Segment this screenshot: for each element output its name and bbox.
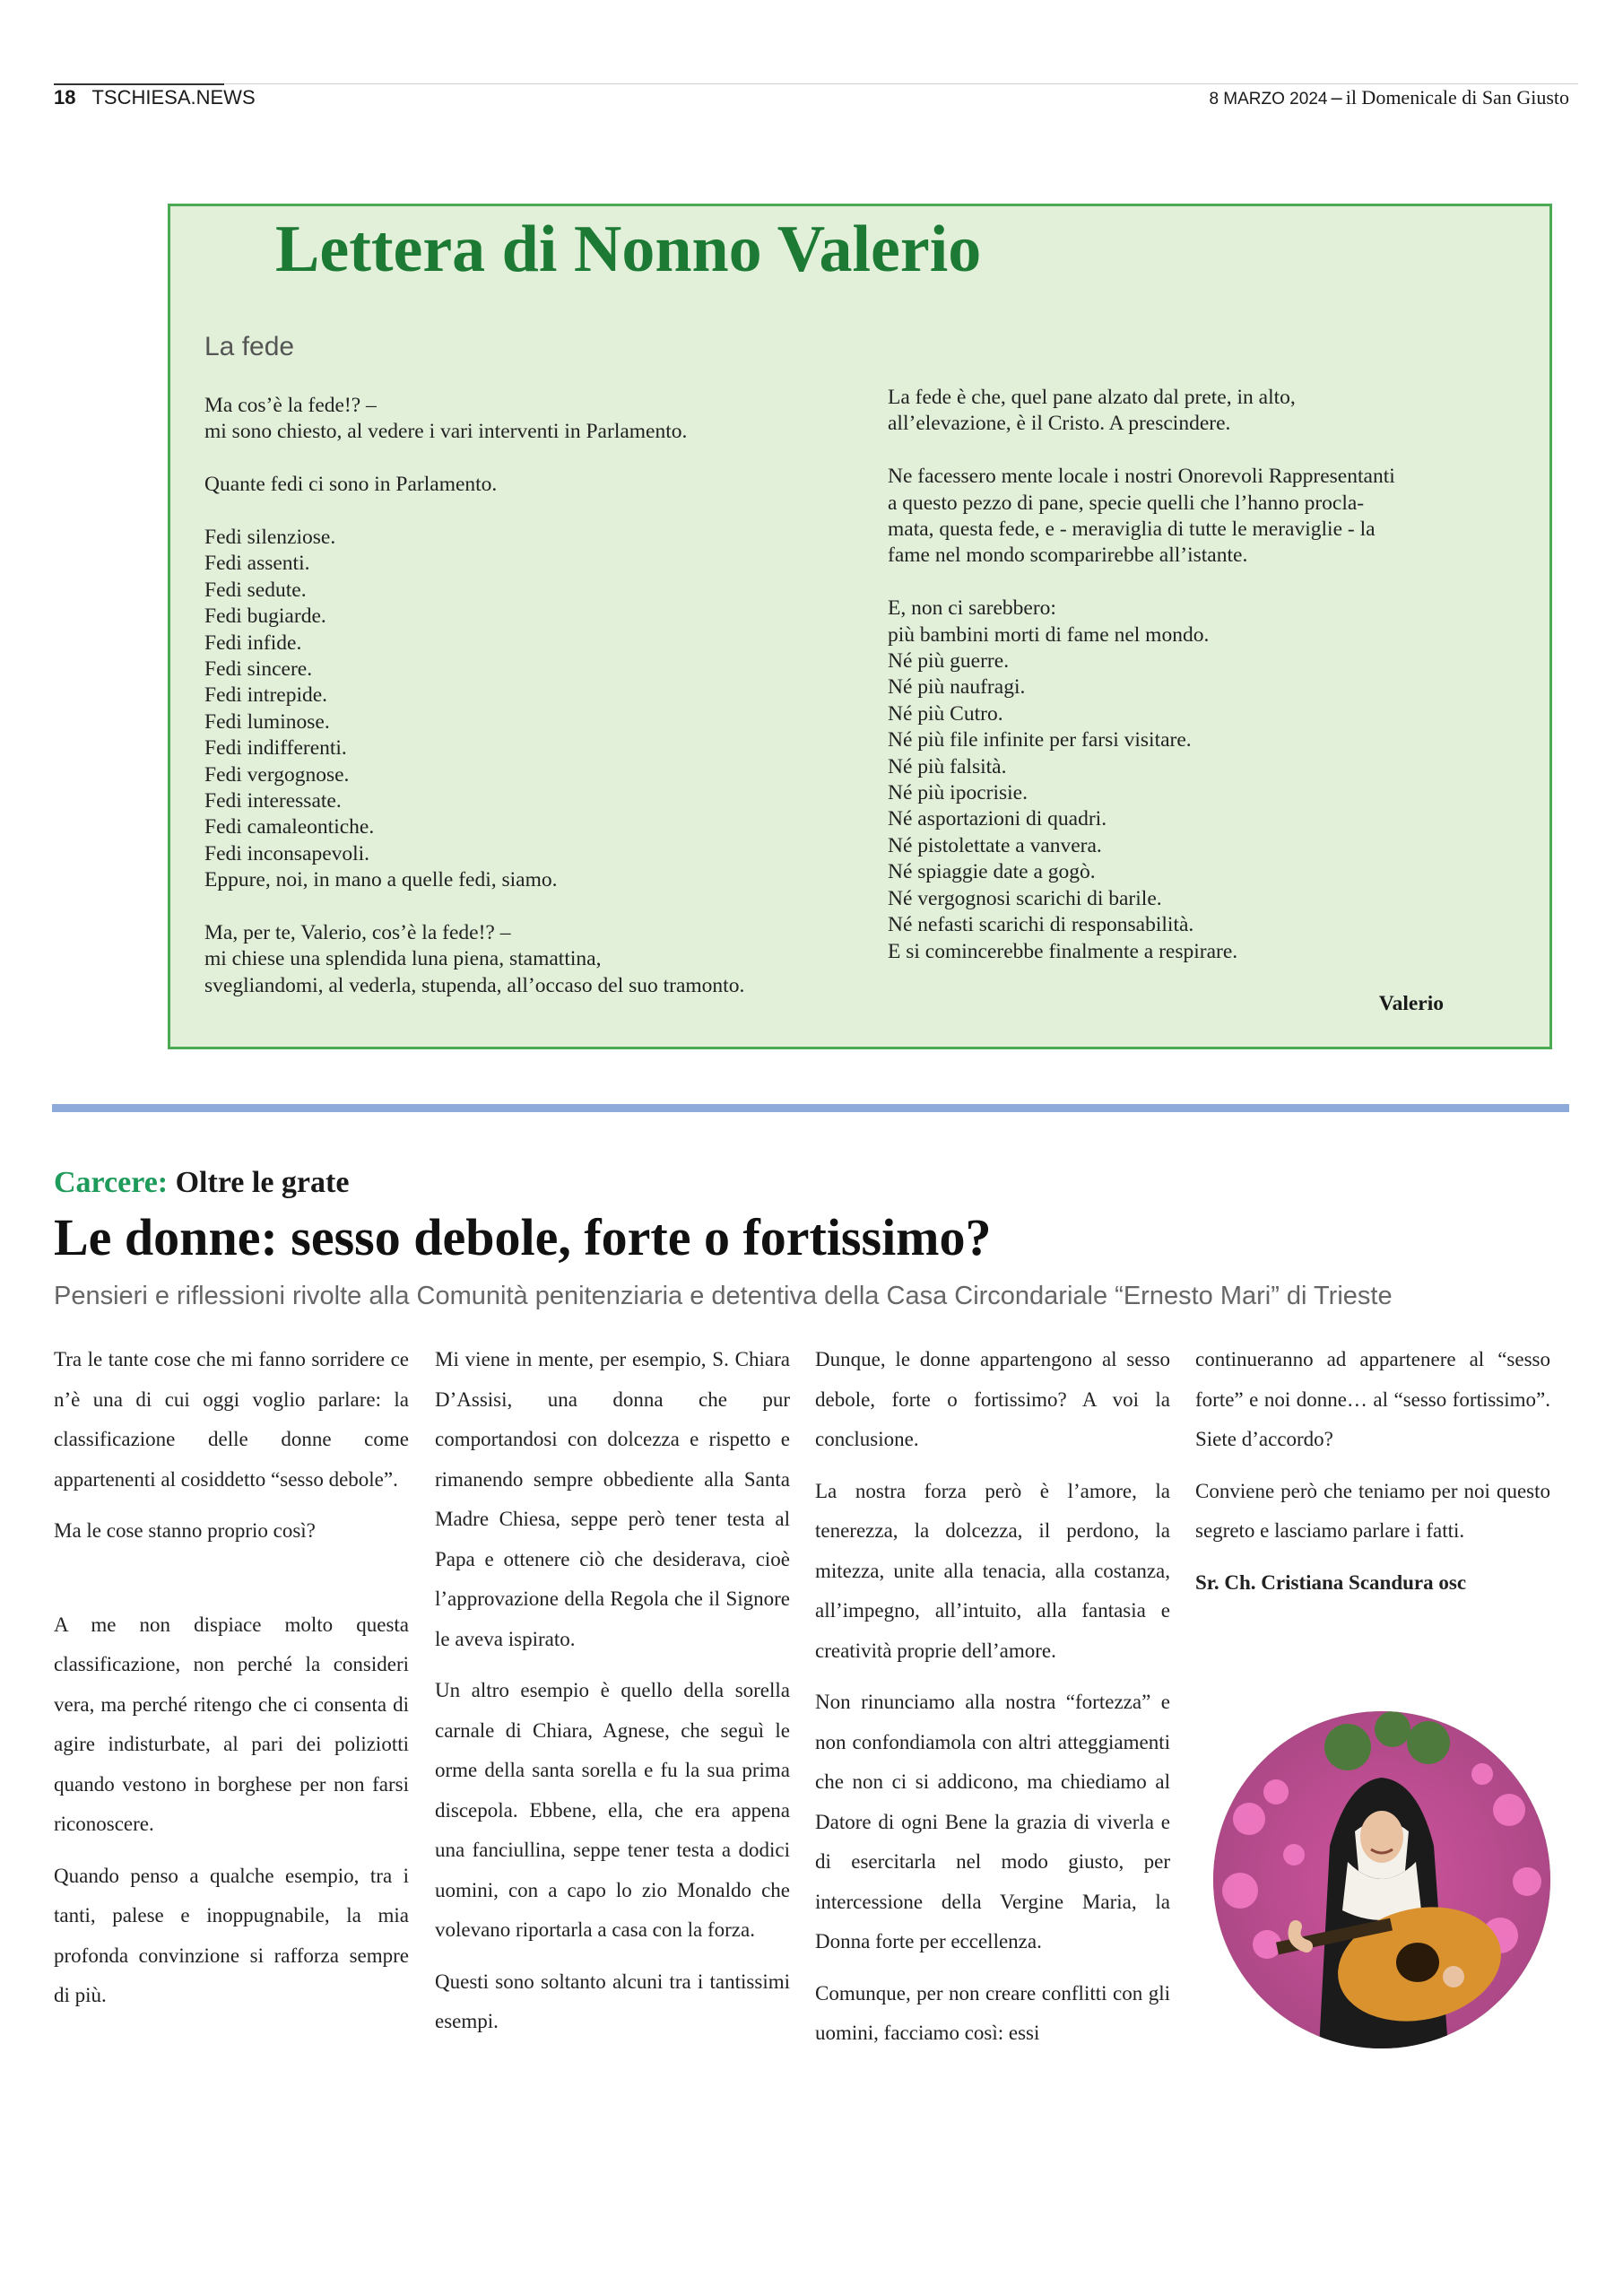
letter-line: Fedi inconsapevoli. — [204, 841, 370, 865]
letter-line: più bambini morti di fame nel mondo. — [888, 622, 1210, 647]
letter-line: E si comincerebbe finalmente a respirare. — [888, 939, 1238, 963]
letter-line: Fedi silenziose. — [204, 526, 336, 549]
page-header-right — [1209, 86, 1569, 109]
letter-line: Fedi luminose. — [204, 709, 330, 734]
letter-line: mi chiese una splendida luna piena, stamattina, — [204, 947, 602, 971]
article-paragraph: A me non dispiace molto questa classificazione, non perché la consideri vera, ma perché ritengo che ci consenta di agire indisturbate, al pari dei poliziotti quando vestono in borghese per non farsi riconoscere. — [54, 1613, 409, 1835]
article-paragraph: Un altro esempio è quello della sorella carnale di Chiara, Agnese, che seguì le orme della santa sorella e fu la sua prima discepola. Ebbene, ella, che era appena una fanciullina, seppe tener testa a dodici uomini, con a capo lo zio Monaldo che volevano riportarla a casa con la forza. — [435, 1679, 790, 1941]
letter-signature: Valerio — [1378, 992, 1444, 1015]
letter-column-left — [204, 393, 859, 999]
letter-box — [168, 204, 1552, 1049]
letter-line: Fedi bugiarde. — [204, 604, 326, 629]
article-paragraph: Ma le cose stanno proprio così? — [54, 1519, 316, 1542]
article-kicker — [54, 1166, 349, 1200]
header-rule — [54, 83, 1578, 84]
letter-line: mata, questa fede, e - meraviglia di tutte le meraviglie - la — [888, 517, 1376, 542]
letter-line: Né più guerre. — [888, 649, 1010, 674]
issue-date: 8 MARZO 2024 — [1209, 90, 1328, 109]
article-column-2 — [435, 1340, 790, 2054]
letter-line: Fedi camaleontiche. — [204, 815, 375, 839]
article-paragraph: Non rinunciamo alla nostra “fortezza” e non confondiamola con altri atteggiamenti che non ci si addicono, ma chiediamo al Datore di ogni Bene la grazia di viverla e di esercitarla nel modo giusto, per intercessione della Vergine Maria, la Donna forte per eccellenza. — [815, 1691, 1170, 1952]
article-category: Carcere: — [54, 1166, 169, 1199]
letter-line: Ma cos’è la fede!? – — [204, 394, 377, 417]
letter-line: Né più naufragi. — [888, 675, 1026, 700]
section-divider — [52, 1104, 1569, 1112]
letter-line: Né più ipocrisie. — [888, 781, 1028, 805]
letter-line: Fedi assenti. — [204, 552, 310, 576]
letter-line: La fede è che, quel pane alzato dal prete, in alto, — [888, 386, 1296, 409]
author-photo — [1213, 1711, 1550, 2048]
letter-line: a questo pezzo di pane, specie quelli che l’hanno procla- — [888, 491, 1365, 515]
letter-line: Fedi sincere. — [204, 657, 313, 682]
letter-line: mi sono chiesto, al vedere i vari interventi in Parlamento. — [204, 420, 688, 444]
letter-column-right — [888, 385, 1515, 965]
article-paragraph: Conviene però che teniamo per noi questo segreto e lasciamo parlare i fatti. — [1195, 1479, 1550, 1542]
letter-line: E, non ci sarebbero: — [888, 596, 1056, 621]
site-name: TSCHIESA.NEWS — [91, 86, 256, 109]
letter-line: Né spiaggie date a gogò. — [888, 860, 1096, 884]
publication-name: il Domenicale di San Giusto — [1345, 86, 1569, 109]
nun-with-guitar-illustration — [1213, 1711, 1550, 2048]
article-subheadline: Pensieri e riflessioni rivolte alla Comunità penitenziaria e detentiva della Casa Circondariale “Ernesto Mari” di Trieste — [54, 1282, 1393, 1310]
letter-line: Fedi infide. — [204, 631, 302, 655]
article-paragraph: Dunque, le donne appartengono al sesso debole, forte o fortissimo? A voi la conclusione. — [815, 1348, 1170, 1450]
article-author: Sr. Ch. Cristiana Scandura osc — [1195, 1570, 1467, 1594]
article-headline: Le donne: sesso debole, forte o fortissimo? — [54, 1208, 992, 1266]
letter-line: Eppure, noi, in mano a quelle fedi, siamo. — [204, 868, 558, 892]
letter-line: Né più file infinite per farsi visitare. — [888, 728, 1192, 752]
letter-line: Fedi intrepide. — [204, 683, 328, 708]
article-paragraph: Questi sono soltanto alcuni tra i tantissimi esempi. — [435, 1970, 790, 2032]
letter-title: Lettera di Nonno Valerio — [275, 213, 982, 286]
article-kicker-text: Oltre le grate — [175, 1166, 350, 1199]
article-column-1 — [54, 1340, 409, 2028]
letter-line: Né pistolettate a vanvera. — [888, 833, 1102, 857]
letter-line: Fedi indifferenti. — [204, 736, 347, 761]
letter-line: Né nefasti scarichi di responsabilità. — [888, 913, 1194, 937]
letter-line: Né più Cutro. — [888, 701, 1003, 726]
header-separator: – — [1331, 86, 1342, 109]
article-paragraph: Quando penso a qualche esempio, tra i tanti, palese e inoppugnabile, la mia profonda convinzione si rafforza sempre di più. — [54, 1864, 409, 2006]
article-column-3 — [815, 1340, 1170, 2066]
article-paragraph: Comunque, per non creare conflitti con gli uomini, facciamo così: essi — [815, 1981, 1170, 2044]
letter-line: all’elevazione, è il Cristo. A prescindere. — [888, 412, 1231, 436]
letter-line: Ne facessero mente locale i nostri Onorevoli Rappresentanti — [888, 465, 1395, 489]
letter-line: svegliandomi, al vederla, stupenda, all’occaso del suo tramonto. — [204, 973, 745, 997]
article-paragraph: continueranno ad appartenere al “sesso forte” e noi donne… al “sesso fortissimo”. Siete d’accordo? — [1195, 1348, 1550, 1450]
letter-line: Fedi sedute. — [204, 578, 307, 602]
letter-line: fame nel mondo scomparirebbe all’istante. — [888, 544, 1248, 568]
letter-line: Fedi vergognose. — [204, 762, 350, 787]
page-header-left — [54, 86, 256, 109]
letter-line: Fedi interessate. — [204, 789, 342, 813]
article-paragraph: La nostra forza però è l’amore, la tenerezza, la dolcezza, il perdono, la mitezza, unite alla tenacia, alla costanza, all’impegno, all’intuito, alla fantasia e creatività proprie dell’amore. — [815, 1479, 1170, 1662]
letter-line: Ma, per te, Valerio, cos’è la fede!? – — [204, 921, 511, 945]
letter-line: Né asportazioni di quadri. — [888, 807, 1107, 831]
article-paragraph: Mi viene in mente, per esempio, S. Chiara D’Assisi, una donna che pur comportandosi con dolcezza e rispetto e rimanendo sempre obbediente alla Santa Madre Chiesa, seppe però tener testa al Papa e ottenere ciò che desiderava, cioè l’approvazione della Regola che il Signore le aveva ispirato. — [435, 1348, 790, 1650]
header-rule-accent — [54, 83, 224, 85]
letter-line: Quante fedi ci sono in Parlamento. — [204, 473, 498, 497]
article-paragraph: Tra le tante cose che mi fanno sorridere ce n’è una di cui oggi voglio parlare: la classificazione delle donne come appartenenti al cosiddetto “sesso debole”. — [54, 1348, 409, 1491]
letter-subtitle: La fede — [204, 332, 295, 361]
letter-line: Né vergognosi scarichi di barile. — [888, 886, 1162, 910]
page-number: 18 — [54, 86, 76, 109]
article-column-4 — [1195, 1340, 1550, 1614]
letter-line: Né più falsità. — [888, 754, 1007, 778]
